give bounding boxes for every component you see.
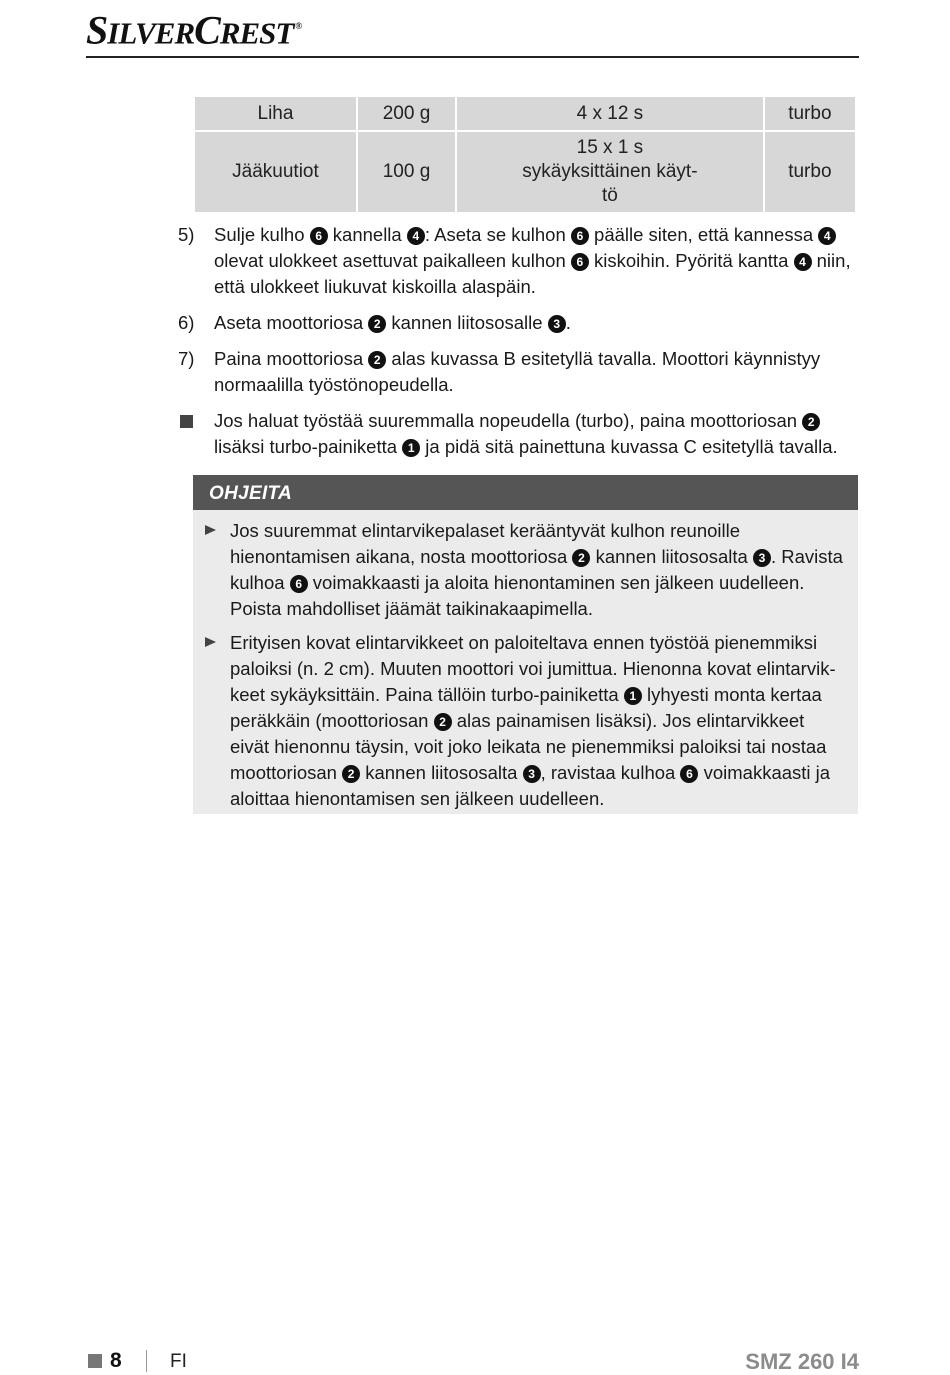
step-number: 7) — [178, 348, 195, 369]
part-number-badge: 2 — [434, 713, 452, 731]
notes-body — [193, 510, 858, 812]
table-cell: 4 x 12 s — [457, 97, 763, 130]
part-number-badge: 1 — [402, 439, 420, 457]
notes-title: OHJEITA — [193, 475, 858, 510]
table-cell: turbo — [765, 97, 855, 130]
step-text: Sulje kulho 6 kannella 4 : Aseta se kulhon 6 päälle siten, että kannessa 4 olevat ulokkeet asettuvat paikalleen kulhon 6 kiskoihin. Pyöritä kantta 4 niin, että ulokkeet liukuvat kiskoilla alaspäin. — [214, 224, 851, 297]
part-number-badge: 2 — [572, 549, 590, 567]
note-text: Erityisen kovat elintarvikkeet on paloiteltava ennen työstöä pienemmiksi paloiksi (n. 2 cm). Muuten moottori voi jumittua. Hienonna kovat elintarvik-keet sykäyksittäin. Paina tällöin turbo-painiketta 1 lyhyesti monta kertaa peräkkäin (moottoriosan 2 alas painamisen lisäksi). Jos elintarvikkeet eivät hienonnu täysin, voit joko leikata ne pienemmiksi paloiksi tai nostaa moottoriosan 2 kannen liitososalta 3 , ravistaa kulhoa 6 voimakkaasti ja aloittaa hienontamisen sen jälkeen uudelleen. — [230, 632, 836, 809]
processing-table — [193, 95, 857, 214]
table-cell: Jääkuutiot — [195, 132, 356, 212]
part-number-badge: 3 — [523, 765, 541, 783]
notes-box — [193, 475, 858, 814]
part-number-badge: 4 — [794, 253, 812, 271]
part-number-badge: 2 — [802, 413, 820, 431]
triangle-bullet-icon — [205, 637, 216, 647]
page-number: 8 — [110, 1349, 122, 1372]
table-cell: 15 x 1 s sykäyksittäinen käyt- tö — [457, 132, 763, 212]
triangle-bullet-icon — [205, 525, 216, 535]
table-cell: 100 g — [358, 132, 455, 212]
part-number-badge: 3 — [753, 549, 771, 567]
step-text: Aseta moottoriosa 2 kannen liitososalle 3 . — [214, 312, 571, 333]
table-row — [195, 132, 855, 212]
brand-logo: SILVERCREST ® — [86, 7, 302, 53]
step-number: 6) — [178, 312, 195, 333]
part-number-badge: 4 — [818, 227, 836, 245]
footer-divider — [146, 1350, 147, 1372]
bullet-text: Jos haluat työstää suuremmalla nopeudella (turbo), paina moottoriosan 2 lisäksi turbo-painiketta 1 ja pidä sitä painettuna kuvassa C esitetyllä tavalla. — [214, 410, 838, 457]
part-number-badge: 2 — [368, 351, 386, 369]
step-number: 5) — [178, 224, 195, 245]
note-bullet — [203, 630, 848, 812]
part-number-badge: 2 — [342, 765, 360, 783]
table-row — [195, 97, 855, 130]
square-bullet-icon — [180, 415, 193, 428]
note-extra-text: Poista mahdolliset jäämät taikinakaapimella. — [230, 598, 593, 619]
note-bullet — [203, 518, 848, 622]
step-item — [178, 222, 860, 300]
table-cell: Liha — [195, 97, 356, 130]
step-text: Paina moottoriosa 2 alas kuvassa B esitetyllä tavalla. Moottori käynnistyy normaalilla työstönopeudella. — [214, 348, 821, 395]
part-number-badge: 6 — [571, 227, 589, 245]
footer-square-icon — [88, 1354, 102, 1368]
part-number-badge: 6 — [310, 227, 328, 245]
part-number-badge: 2 — [368, 315, 386, 333]
part-number-badge: 1 — [624, 687, 642, 705]
part-number-badge: 3 — [548, 315, 566, 333]
language-code: FI — [170, 1351, 187, 1372]
part-number-badge: 6 — [290, 575, 308, 593]
part-number-badge: 4 — [407, 227, 425, 245]
step-item — [178, 346, 860, 398]
table-cell: turbo — [765, 132, 855, 212]
part-number-badge: 6 — [571, 253, 589, 271]
step-item — [178, 310, 860, 336]
note-text: Jos suuremmat elintarvikepalaset kerääntyvät kulhon reunoille hienontamisen aikana, nosta moottoriosa 2 kannen liitososalta 3 . Ravista kulhoa 6 voimakkaasti ja aloita hienontaminen sen jälkeen uudelleen. — [230, 520, 843, 593]
table-cell: 200 g — [358, 97, 455, 130]
square-bullet-item — [178, 408, 860, 460]
instruction-list — [178, 222, 860, 470]
model-number: SMZ 260 I4 — [745, 1349, 859, 1374]
part-number-badge: 6 — [680, 765, 698, 783]
header-divider — [86, 56, 859, 58]
